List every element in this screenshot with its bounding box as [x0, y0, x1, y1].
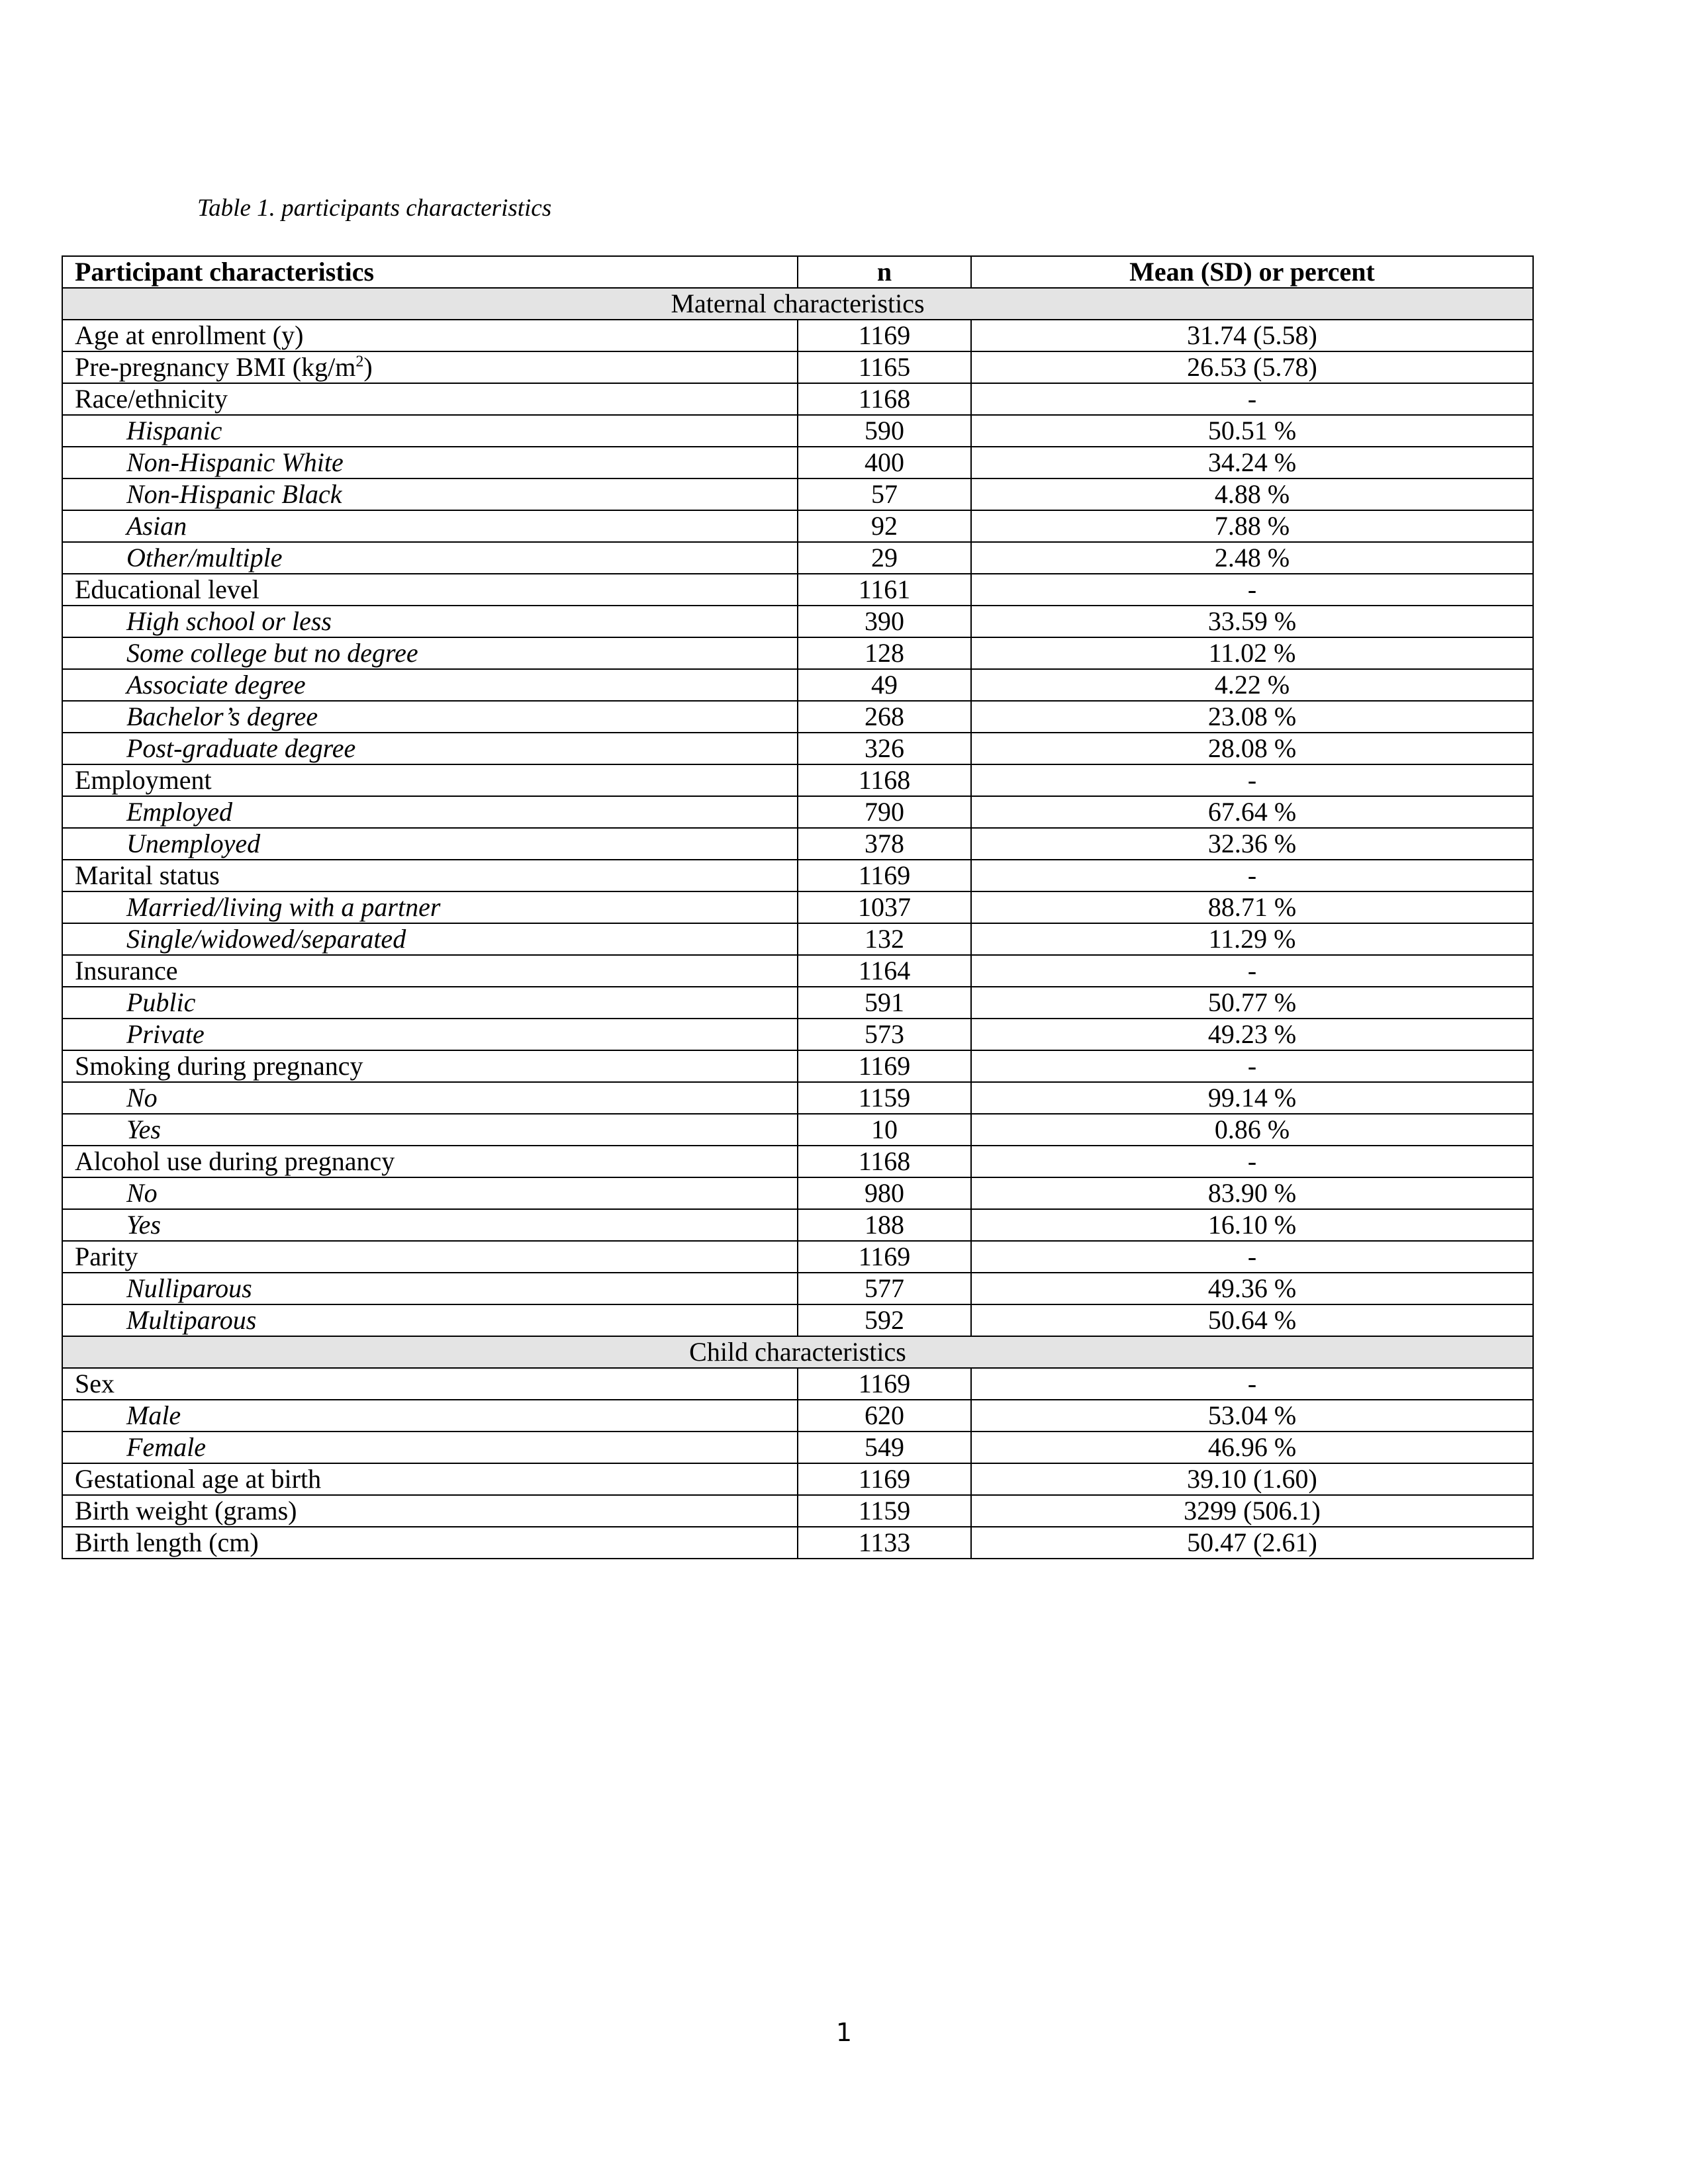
table-row: [62, 1400, 1533, 1432]
row-value: 50.64 %: [971, 1304, 1533, 1336]
section-row-child: [62, 1336, 1533, 1368]
row-n: 1164: [798, 955, 971, 987]
row-n: 1169: [798, 320, 971, 351]
row-value: 4.88 %: [971, 478, 1533, 510]
row-label: High school or less: [62, 606, 798, 637]
row-n: 378: [798, 828, 971, 860]
row-n: 573: [798, 1019, 971, 1050]
row-value: 7.88 %: [971, 510, 1533, 542]
row-value: -: [971, 764, 1533, 796]
row-value: 23.08 %: [971, 701, 1533, 733]
table-row: [62, 1146, 1533, 1177]
row-label: Male: [62, 1400, 798, 1432]
table-row: [62, 891, 1533, 923]
table-row: [62, 1114, 1533, 1146]
row-n: 1168: [798, 764, 971, 796]
row-value: 31.74 (5.58): [971, 320, 1533, 351]
row-label: Parity: [62, 1241, 798, 1273]
row-value: 67.64 %: [971, 796, 1533, 828]
row-label: Bachelor’s degree: [62, 701, 798, 733]
row-value: -: [971, 955, 1533, 987]
row-value: 3299 (506.1): [971, 1495, 1533, 1527]
row-value: 46.96 %: [971, 1432, 1533, 1463]
row-n: 1169: [798, 1463, 971, 1495]
row-label: Associate degree: [62, 669, 798, 701]
row-label: Marital status: [62, 860, 798, 891]
row-n: 1169: [798, 1368, 971, 1400]
row-n: 591: [798, 987, 971, 1019]
row-label: Non-Hispanic White: [62, 447, 798, 478]
table-row: [62, 1050, 1533, 1082]
row-label: Yes: [62, 1114, 798, 1146]
table-row: [62, 1241, 1533, 1273]
table-row: [62, 637, 1533, 669]
row-value: 50.77 %: [971, 987, 1533, 1019]
table-row: [62, 1304, 1533, 1336]
section-title-child: Child characteristics: [62, 1336, 1533, 1368]
table-row: [62, 510, 1533, 542]
row-value: 11.02 %: [971, 637, 1533, 669]
row-value: 0.86 %: [971, 1114, 1533, 1146]
row-label: Married/living with a partner: [62, 891, 798, 923]
table-row: [62, 1019, 1533, 1050]
row-label: Employment: [62, 764, 798, 796]
row-value: 16.10 %: [971, 1209, 1533, 1241]
row-value: -: [971, 1146, 1533, 1177]
row-value: 53.04 %: [971, 1400, 1533, 1432]
row-value: 83.90 %: [971, 1177, 1533, 1209]
row-label: Gestational age at birth: [62, 1463, 798, 1495]
row-label: Alcohol use during pregnancy: [62, 1146, 798, 1177]
row-label: Sex: [62, 1368, 798, 1400]
row-n: 92: [798, 510, 971, 542]
section-row-maternal: [62, 288, 1533, 320]
table-row: [62, 351, 1533, 383]
row-n: 620: [798, 1400, 971, 1432]
row-value: 28.08 %: [971, 733, 1533, 764]
row-value: -: [971, 383, 1533, 415]
row-n: 592: [798, 1304, 971, 1336]
table-row: [62, 669, 1533, 701]
row-value: -: [971, 860, 1533, 891]
page-number: 1: [835, 2018, 853, 2047]
row-label: Birth weight (grams): [62, 1495, 798, 1527]
row-n: 790: [798, 796, 971, 828]
row-n: 1168: [798, 383, 971, 415]
header-n: n: [798, 256, 971, 288]
table-row: [62, 447, 1533, 478]
table-row: [62, 923, 1533, 955]
row-value: 34.24 %: [971, 447, 1533, 478]
table-row: [62, 796, 1533, 828]
row-label: Educational level: [62, 574, 798, 606]
row-label: No: [62, 1082, 798, 1114]
row-value: 32.36 %: [971, 828, 1533, 860]
row-label: Race/ethnicity: [62, 383, 798, 415]
table-row: [62, 415, 1533, 447]
table-row: [62, 1368, 1533, 1400]
row-value: 50.47 (2.61): [971, 1527, 1533, 1559]
row-label: No: [62, 1177, 798, 1209]
table-row: [62, 606, 1533, 637]
row-n: 49: [798, 669, 971, 701]
row-label: Public: [62, 987, 798, 1019]
row-value: 11.29 %: [971, 923, 1533, 955]
table-row: [62, 828, 1533, 860]
row-n: 29: [798, 542, 971, 574]
row-value: -: [971, 1241, 1533, 1273]
row-n: 390: [798, 606, 971, 637]
row-value: 99.14 %: [971, 1082, 1533, 1114]
row-n: 1161: [798, 574, 971, 606]
bmi-label-prefix: Pre-pregnancy BMI (kg/m: [75, 352, 356, 382]
row-n: 549: [798, 1432, 971, 1463]
row-n: 1159: [798, 1495, 971, 1527]
row-n: 57: [798, 478, 971, 510]
table-row: [62, 1209, 1533, 1241]
header-mean-sd-or-percent: Mean (SD) or percent: [971, 256, 1533, 288]
row-label: Age at enrollment (y): [62, 320, 798, 351]
row-label: Hispanic: [62, 415, 798, 447]
row-value: 26.53 (5.78): [971, 351, 1533, 383]
row-label: Insurance: [62, 955, 798, 987]
row-n: 268: [798, 701, 971, 733]
table-row: [62, 733, 1533, 764]
row-label: Birth length (cm): [62, 1527, 798, 1559]
table-row: [62, 542, 1533, 574]
row-label: Yes: [62, 1209, 798, 1241]
row-label: Asian: [62, 510, 798, 542]
row-value: 33.59 %: [971, 606, 1533, 637]
row-label: Some college but no degree: [62, 637, 798, 669]
row-n: 1159: [798, 1082, 971, 1114]
row-label: [62, 351, 798, 383]
row-n: 132: [798, 923, 971, 955]
row-label: Employed: [62, 796, 798, 828]
row-value: 4.22 %: [971, 669, 1533, 701]
table-row: [62, 987, 1533, 1019]
row-n: 128: [798, 637, 971, 669]
row-label: Non-Hispanic Black: [62, 478, 798, 510]
row-label: Private: [62, 1019, 798, 1050]
row-n: 1165: [798, 351, 971, 383]
table-row: [62, 1177, 1533, 1209]
row-n: 1169: [798, 1050, 971, 1082]
row-value: -: [971, 1368, 1533, 1400]
table-row: [62, 764, 1533, 796]
row-label: Post-graduate degree: [62, 733, 798, 764]
row-value: 49.36 %: [971, 1273, 1533, 1304]
participants-table: [62, 255, 1534, 1559]
row-label: Unemployed: [62, 828, 798, 860]
row-value: 2.48 %: [971, 542, 1533, 574]
row-value: 39.10 (1.60): [971, 1463, 1533, 1495]
table-row: [62, 1432, 1533, 1463]
table-row: [62, 1273, 1533, 1304]
row-n: 1169: [798, 1241, 971, 1273]
row-n: 1169: [798, 860, 971, 891]
row-label: Multiparous: [62, 1304, 798, 1336]
row-label: Other/multiple: [62, 542, 798, 574]
row-n: 1168: [798, 1146, 971, 1177]
table-header-row: [62, 256, 1533, 288]
table-row: [62, 1495, 1533, 1527]
table-body: [62, 256, 1533, 1559]
table-caption: Table 1. participants characteristics: [197, 195, 552, 222]
row-n: 577: [798, 1273, 971, 1304]
table-row: [62, 1082, 1533, 1114]
row-n: 1133: [798, 1527, 971, 1559]
row-n: 980: [798, 1177, 971, 1209]
table-row: [62, 701, 1533, 733]
section-title-maternal: Maternal characteristics: [62, 288, 1533, 320]
header-participant-characteristics: Participant characteristics: [62, 256, 798, 288]
row-value: 49.23 %: [971, 1019, 1533, 1050]
row-n: 1037: [798, 891, 971, 923]
table-row: [62, 955, 1533, 987]
row-n: 326: [798, 733, 971, 764]
row-n: 590: [798, 415, 971, 447]
row-label: Smoking during pregnancy: [62, 1050, 798, 1082]
bmi-label-superscript: 2: [355, 353, 364, 371]
table-row: [62, 478, 1533, 510]
row-value: -: [971, 1050, 1533, 1082]
table-row: [62, 1527, 1533, 1559]
row-n: 400: [798, 447, 971, 478]
row-value: 50.51 %: [971, 415, 1533, 447]
table-row: [62, 1463, 1533, 1495]
row-label: Nulliparous: [62, 1273, 798, 1304]
table-row: [62, 383, 1533, 415]
row-n: 188: [798, 1209, 971, 1241]
table-row: [62, 860, 1533, 891]
table-row: [62, 320, 1533, 351]
table-row: [62, 574, 1533, 606]
row-label: Single/widowed/separated: [62, 923, 798, 955]
row-value: -: [971, 574, 1533, 606]
row-n: 10: [798, 1114, 971, 1146]
row-value: 88.71 %: [971, 891, 1533, 923]
bmi-label-suffix: ): [363, 352, 373, 382]
row-label: Female: [62, 1432, 798, 1463]
